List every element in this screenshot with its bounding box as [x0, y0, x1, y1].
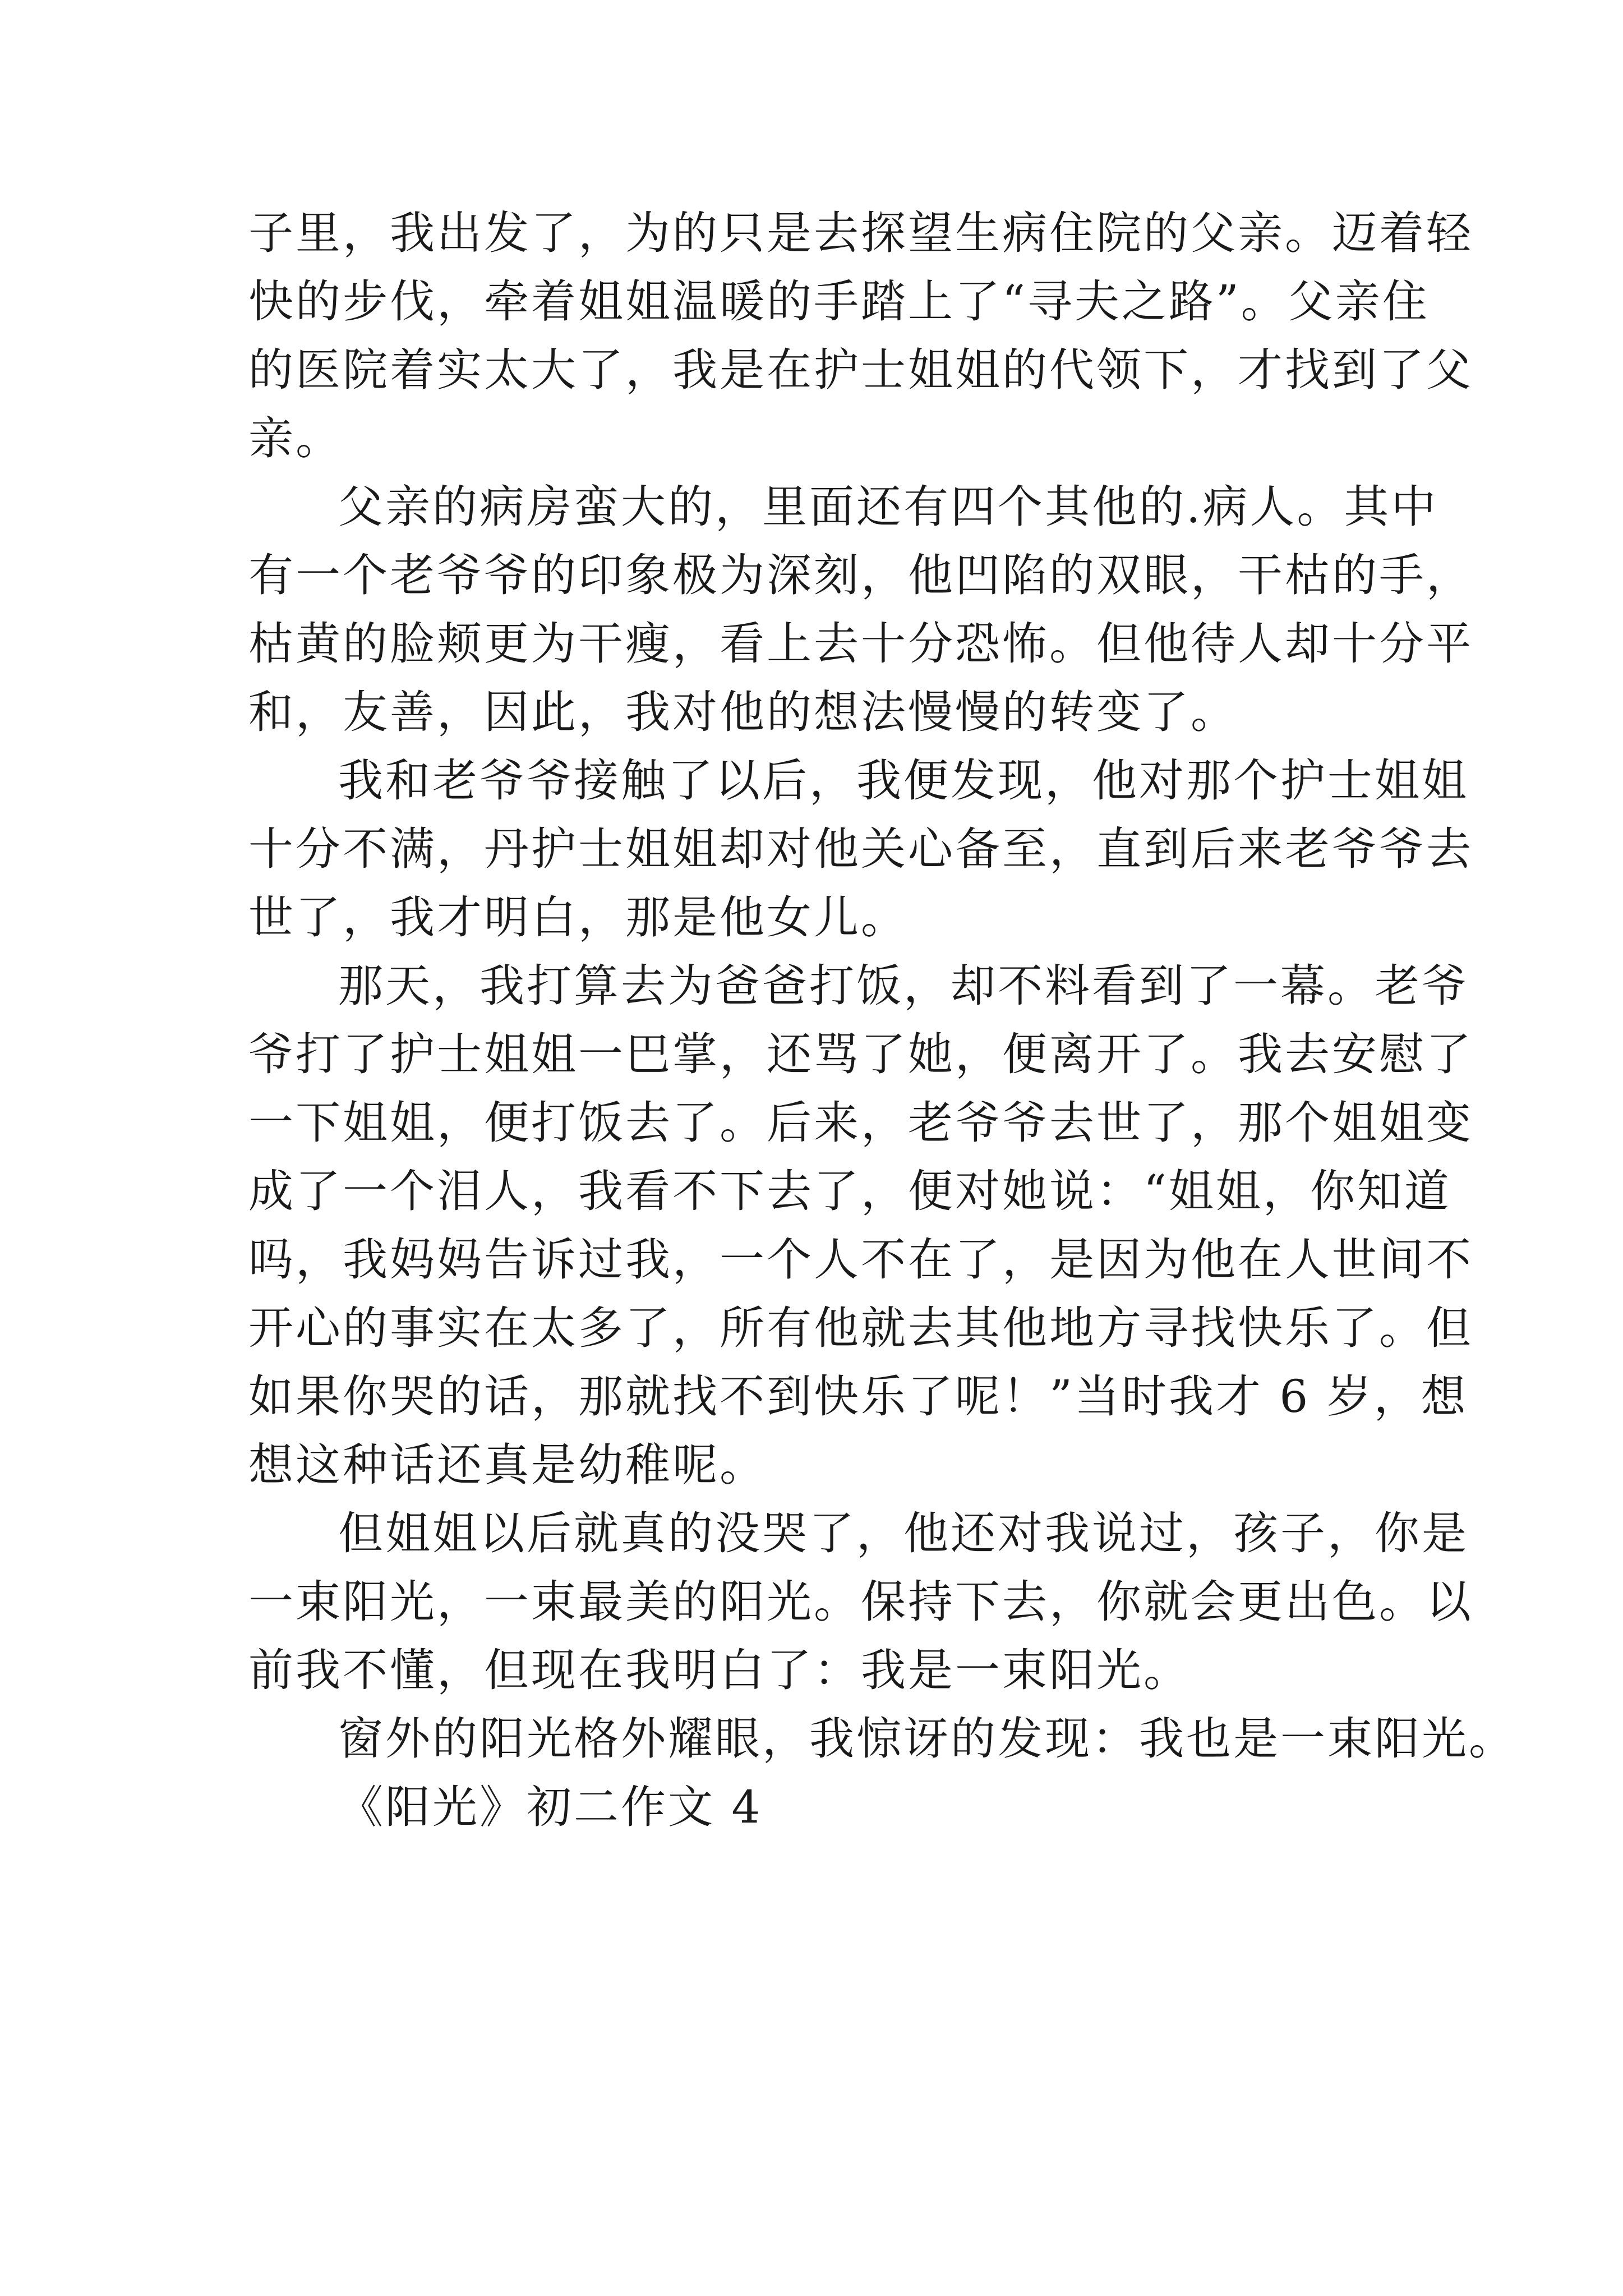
text-line: 但姐姐以后就真的没哭了，他还对我说过，孩子，你是 — [338, 1507, 1469, 1559]
text-line: 想这种话还真是幼稚呢。 — [248, 1439, 767, 1491]
text-line: 那天，我打算去为爸爸打饭，却不料看到了一幕。老爷 — [338, 960, 1469, 1012]
text-line: 成了一个泪人，我看不下去了，便对她说：“姐姐，你知道 — [248, 1165, 1451, 1217]
text-line: 和，友善，因此，我对他的想法慢慢的转变了。 — [248, 686, 1238, 738]
text-line: 如果你哭的话，那就找不到快乐了呢！”当时我才 6 岁，想 — [248, 1370, 1468, 1423]
text-line: 吗，我妈妈告诉过我，一个人不在了，是因为他在人世间不 — [248, 1234, 1473, 1286]
text-line: 亲。 — [248, 412, 343, 464]
essay-body — [248, 199, 1516, 1842]
text-line: 前我不懂，但现在我明白了：我是一束阳光。 — [248, 1644, 1191, 1696]
text-line: 枯黄的脸颊更为干瘦，看上去十分恐怖。但他待人却十分平 — [248, 618, 1473, 670]
text-line: 一束阳光，一束最美的阳光。保持下去，你就会更出色。以 — [248, 1576, 1473, 1628]
text-line: 《阳光》初二作文 4 — [338, 1781, 763, 1833]
text-line: 开心的事实在太多了，所有他就去其他地方寻找快乐了。但 — [248, 1302, 1473, 1354]
text-line: 有一个老爷爷的印象极为深刻，他凹陷的双眼，干枯的手， — [248, 549, 1473, 601]
text-line: 子里，我出发了，为的只是去探望生病住院的父亲。迈着轻 — [248, 207, 1473, 259]
text-line: 爷打了护士姐姐一巴掌，还骂了她，便离开了。我去安慰了 — [248, 1028, 1473, 1080]
text-line: 十分不满，丹护士姐姐却对他关心备至，直到后来老爷爷去 — [248, 823, 1473, 875]
text-line: 我和老爷爷接触了以后，我便发现，他对那个护士姐姐 — [338, 754, 1469, 807]
text-line: 快的步伐，牵着姐姐温暖的手踏上了“寻夫之路”。父亲住 — [248, 275, 1430, 328]
text-line: 窗外的阳光格外耀眼，我惊讶的发现：我也是一束阳光。 — [338, 1713, 1516, 1765]
text-line: 一下姐姐，便打饭去了。后来，老爷爷去世了，那个姐姐变 — [248, 1097, 1473, 1149]
text-line: 的医院着实太大了，我是在护士姐姐的代领下，才找到了父 — [248, 344, 1473, 396]
text-line: 世了，我才明白，那是他女儿。 — [248, 891, 908, 944]
text-line: 父亲的病房蛮大的，里面还有四个其他的.病人。其中 — [338, 481, 1438, 533]
